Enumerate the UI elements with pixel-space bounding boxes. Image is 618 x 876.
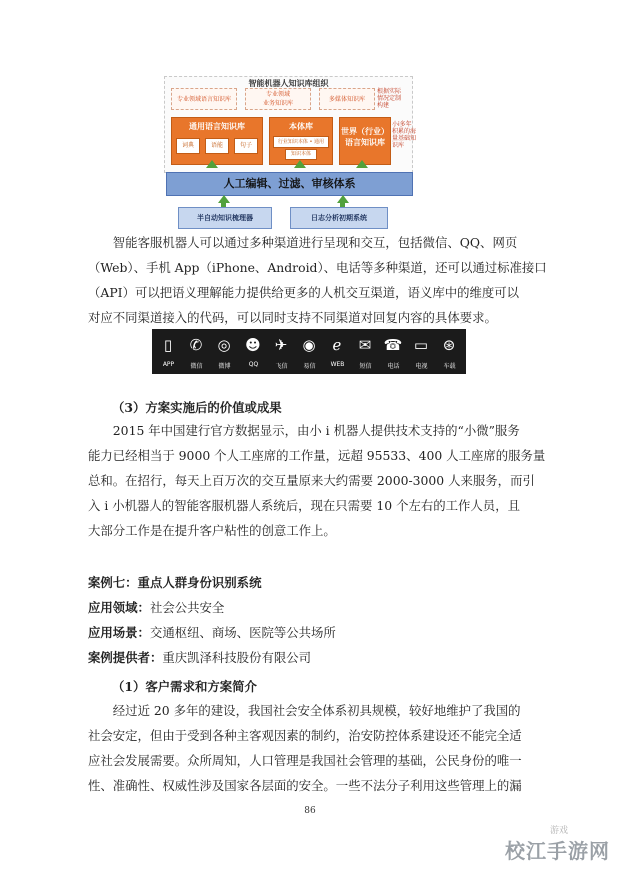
app-icon: ▯ (163, 336, 173, 354)
section-3-heading: （3）方案实施后的价值或成果 (112, 400, 282, 415)
channel-label: QQ (248, 361, 259, 368)
yixin-icon: ◉ (302, 336, 316, 354)
case-7-field (88, 598, 224, 616)
channels-paragraph (88, 230, 547, 330)
knowledge-base-diagram (160, 76, 415, 230)
ontology-kb-title: 本体库 (289, 122, 313, 131)
industry-ontology-box: 行业知识本体 • 通用 (273, 136, 329, 148)
channel-label: 电话 (387, 363, 400, 370)
case-7-scene (88, 623, 336, 641)
phone-icon: ☎ (383, 336, 403, 354)
fetion-icon: ✈ (274, 336, 288, 354)
provider-label: 案例提供者： (88, 650, 163, 665)
semi-auto-organizer: 半自动知识梳理器 (178, 207, 272, 229)
text-line: 应社会发展需要。众所周知，人口管理是我国社会管理的基础，公民身份的唯一 (88, 753, 522, 768)
general-language-kb-title: 通用语言知识库 (189, 122, 245, 131)
diagram-title: 智能机器人知识库组织 (248, 79, 329, 88)
text-line: 大部分工作是在提升客户粘性的创意工作上。 (88, 523, 336, 538)
wechat-icon: ✆ (189, 336, 203, 354)
knowledge-ontology-box: 知识本体 (285, 149, 317, 160)
channel-label: 微博 (218, 363, 231, 370)
qq-icon: ☻ (245, 336, 261, 354)
review-system-bar: 人工编辑、过滤、审核体系 (166, 172, 413, 196)
weibo-icon: ◎ (217, 336, 231, 354)
text-line: 对应不同渠道接入的代码，可以同时支持不同渠道对回复内容的具体要求。 (88, 310, 497, 325)
arrow-up-icon (294, 160, 306, 168)
world-language-kb-title: 世界（行业） 语言知识库 (341, 127, 389, 147)
scene-label: 应用场景： (88, 625, 150, 640)
arrow-up-icon (356, 160, 368, 168)
channel-label: APP (162, 361, 175, 368)
text-line: 入 i 小机器人的智能客服机器人系统后，现在只需要 10 个左右的工作人员，且 (88, 498, 520, 513)
world-language-kb (339, 117, 391, 165)
text-line: 智能客服机器人可以通过多种渠道进行呈现和交互，包括微信、QQ、网页 (112, 235, 518, 250)
needs-paragraph (88, 698, 528, 798)
channel-label: 易信 (303, 363, 316, 370)
text-line: 总和。在招行，每天上百万次的交互量原来大约需要 2000-3000 人来服务，而引 (88, 473, 535, 488)
tv-icon: ▭ (413, 336, 429, 354)
field-label: 应用领域： (88, 600, 150, 615)
case-7-title: 案例七：重点人群身份识别系统 (88, 575, 262, 590)
channel-label: 电视 (415, 363, 428, 370)
semantic-box: 语能 (205, 138, 229, 154)
general-language-kb (171, 117, 263, 165)
custom-build-note: 根据实际 情况定制 构建 (377, 88, 402, 109)
arrow-up-icon (206, 160, 218, 168)
kb-frame (164, 76, 417, 173)
scene-value: 交通枢纽、商场、医院等公共场所 (149, 625, 336, 640)
ontology-kb (269, 117, 333, 165)
text-line: 2015 年中国建行官方数据显示，由小 i 机器人提供技术支持的“小微”服务 (112, 423, 520, 438)
text-line: （API）可以把语义理解能力提供给更多的人机交互渠道，语义库中的维度可以 (88, 285, 520, 300)
pro-business-kb: 专业领域 业务知识库 (245, 88, 311, 110)
channel-icon-bar (152, 329, 466, 374)
accumulated-kb-note: 小i多年 积累的海 量基础知 识库 (392, 121, 417, 149)
text-line: 社会安定，但由于受到各种主客观因素的制约，治安防控体系建设还不能完全适 (88, 728, 522, 743)
channel-label: WEB (330, 361, 345, 368)
page-number: 86 (304, 806, 316, 816)
case-7-provider (88, 648, 311, 666)
dictionary-box: 词典 (176, 138, 200, 154)
web-icon: ℯ (332, 336, 342, 354)
provider-value: 重庆凯泽科技股份有限公司 (162, 650, 312, 665)
channel-label: 飞信 (275, 363, 288, 370)
log-analysis-system: 日志分析初期系统 (290, 207, 388, 229)
results-paragraph (88, 418, 546, 543)
text-line: 能力已经相当于 9000 个人工座席的工作量，远超 95533、400 人工座席的服务量 (88, 448, 546, 463)
sms-icon: ✉ (358, 336, 372, 354)
text-line: （Web）、手机 App（iPhone、Android）、电话等多种渠道，还可以通过标准接口 (88, 260, 547, 275)
text-line: 经过近 20 多年的建设，我国社会安全体系初具规模，较好地维护了我国的 (112, 703, 521, 718)
channel-car (435, 329, 464, 374)
text-line: 性、准确性、权威性涉及国家各层面的安全。一些不法分子利用这些管理上的漏 (88, 778, 522, 793)
section-1-heading: （1）客户需求和方案简介 (112, 679, 257, 694)
sentence-box: 句子 (234, 138, 258, 154)
car-icon: ⊛ (442, 336, 456, 354)
watermark-logo: 校江手游网 (505, 839, 610, 863)
channel-label: 车载 (443, 363, 456, 370)
pro-language-kb: 专业领域语言知识库 (171, 88, 237, 110)
channel-label: 短信 (359, 363, 372, 370)
watermark-small: 游戏 (549, 826, 568, 836)
multimedia-kb: 多媒体知识库 (319, 88, 375, 110)
channel-label: 微信 (190, 363, 203, 370)
field-value: 社会公共安全 (149, 600, 225, 615)
